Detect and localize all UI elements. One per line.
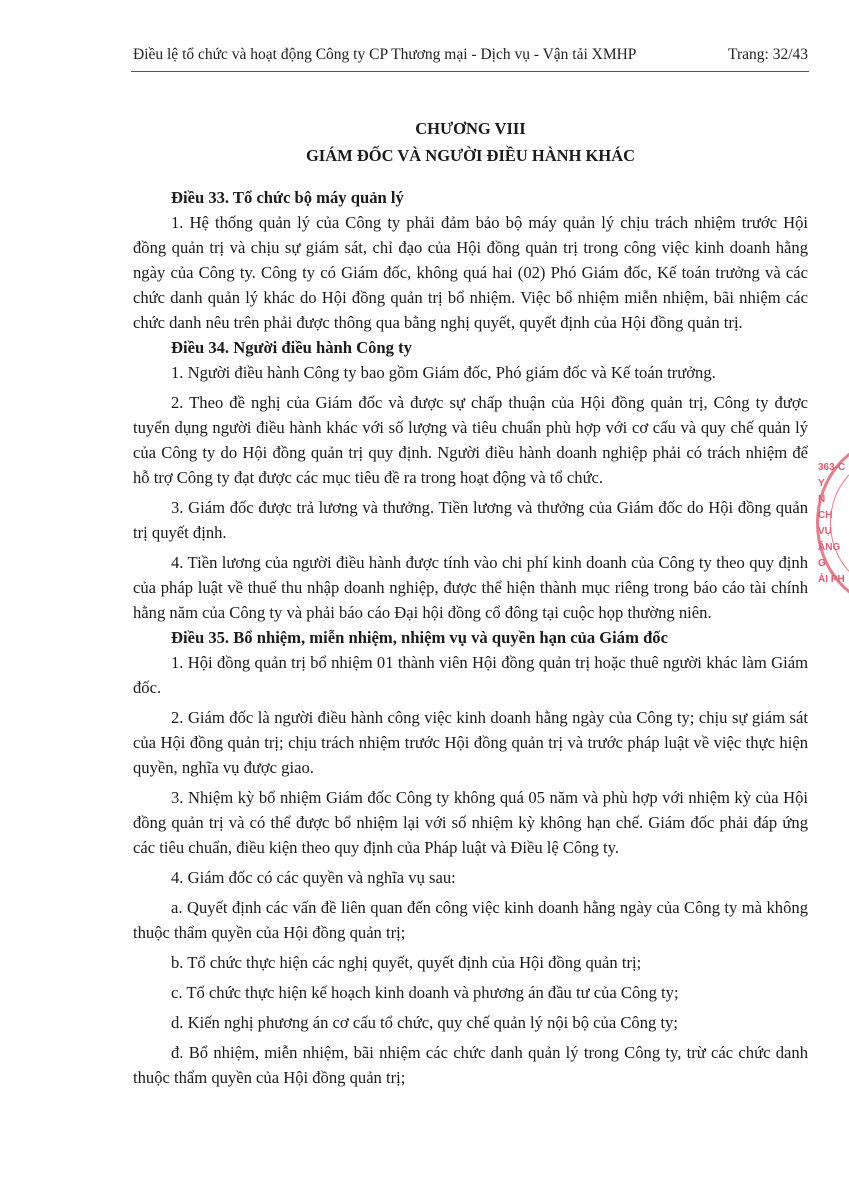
article-34-paragraph: 4. Tiền lương của người điều hành được tính vào chi phí kinh doanh của Công ty theo quy định của pháp luật về thuế thu nhập doanh nghiệp, được thể hiện thành mục riêng trong báo cáo tài chính hằng năm của Công ty và phải báo cáo Đại hội đồng cổ đông tại cuộc họp thường niên.	[133, 553, 808, 622]
seal-fragment: Y	[818, 478, 825, 489]
article-35-paragraph: 4. Giám đốc có các quyền và nghĩa vụ sau:	[171, 868, 456, 887]
chapter-number: CHƯƠNG VIII	[415, 119, 526, 138]
seal-fragment: CH VỤ	[818, 510, 833, 537]
article-35-item: đ. Bổ nhiệm, miễn nhiệm, bãi nhiệm các chức danh quản lý trong Công ty, trừ các chức danh thuộc thẩm quyền của Hội đồng quản trị;	[133, 1043, 808, 1087]
article-35-item: c. Tổ chức thực hiện kế hoạch kinh doanh và phương án đầu tư của Công ty;	[171, 983, 679, 1002]
article-34-paragraph: 2. Theo đề nghị của Giám đốc và được sự chấp thuận của Hội đồng quản trị, Công ty được tuyển dụng người điều hành khác với số lượng và tiêu chuẩn phù hợp với cơ cấu và quy chế quản lý của Công ty do Hội đồng quản trị quy định. Người điều hành doanh nghiệp phải có trách nhiệm để hỗ trợ Công ty đạt được các mục tiêu đề ra trong hoạt động và tổ chức.	[133, 393, 808, 487]
header-page-number: Trang: 32/43	[728, 46, 808, 63]
article-33-title: Điều 33. Tổ chức bộ máy quản lý	[171, 188, 404, 207]
article-35-item: a. Quyết định các vấn đề liên quan đến công việc kinh doanh hằng ngày của Công ty mà không thuộc thẩm quyền của Hội đồng quản trị;	[133, 898, 808, 942]
seal-fragment: ẢI PH	[818, 574, 845, 585]
seal-fragment: ẢNG	[818, 542, 841, 553]
article-34-title: Điều 34. Người điều hành Công ty	[171, 338, 412, 357]
header-divider	[131, 71, 809, 72]
article-35-title: Điều 35. Bổ nhiệm, miễn nhiệm, nhiệm vụ và quyền hạn của Giám đốc	[171, 628, 668, 647]
seal-fragment: 363-C	[818, 462, 846, 473]
seal-fragment: G	[818, 558, 826, 569]
article-35-item: b. Tổ chức thực hiện các nghị quyết, quyết định của Hội đồng quản trị;	[171, 953, 642, 972]
seal-fragment: N	[818, 494, 826, 505]
article-35-paragraph: 3. Nhiệm kỳ bổ nhiệm Giám đốc Công ty không quá 05 năm và phù hợp với nhiệm kỳ của Hội đồng quản trị và có thể được bổ nhiệm lại với số nhiệm kỳ không hạn chế. Giám đốc phải đáp ứng các tiêu chuẩn, điều kiện theo quy định của Pháp luật và Điều lệ Công ty.	[133, 788, 808, 857]
article-33-paragraph: 1. Hệ thống quản lý của Công ty phải đảm bảo bộ máy quản lý chịu trách nhiệm trước Hội đồng quản trị và chịu sự giám sát, chỉ đạo của Hội đồng quản trị trong công việc kinh doanh hằng ngày của Công ty. Công ty có Giám đốc, không quá hai (02) Phó Giám đốc, Kế toán trưởng và các chức danh quản lý khác do Hội đồng quản trị bổ nhiệm. Việc bổ nhiệm miễn nhiệm, bãi nhiệm các chức danh nêu trên phải được thông qua bằng nghị quyết, quyết định của Hội đồng quản trị.	[133, 213, 808, 332]
article-34-paragraph: 3. Giám đốc được trả lương và thưởng. Tiền lương và thưởng của Giám đốc do Hội đồng quản trị quyết định.	[133, 498, 808, 542]
page-header	[133, 45, 808, 65]
seal-text	[818, 460, 848, 588]
chapter-title: GIÁM ĐỐC VÀ NGƯỜI ĐIỀU HÀNH KHÁC	[305, 146, 636, 165]
article-35-paragraph: 1. Hội đồng quản trị bổ nhiệm 01 thành viên Hội đồng quản trị hoặc thuê người khác làm Giám đốc.	[133, 653, 808, 697]
company-seal-stamp	[808, 438, 849, 608]
article-35-item: d. Kiến nghị phương án cơ cấu tổ chức, quy chế quản lý nội bộ của Công ty;	[171, 1013, 678, 1032]
document-body	[133, 185, 808, 1090]
article-34-paragraph: 1. Người điều hành Công ty bao gồm Giám đốc, Phó giám đốc và Kế toán trưởng.	[171, 363, 716, 382]
header-title: Điều lệ tổ chức và hoạt động Công ty CP Thương mại - Dịch vụ - Vận tải XMHP	[133, 46, 637, 63]
article-35-paragraph: 2. Giám đốc là người điều hành công việc kinh doanh hằng ngày của Công ty; chịu sự giám sát của Hội đồng quản trị; chịu trách nhiệm trước Hội đồng quản trị và trước pháp luật về việc thực hiện quyền, nghĩa vụ được giao.	[133, 708, 808, 777]
